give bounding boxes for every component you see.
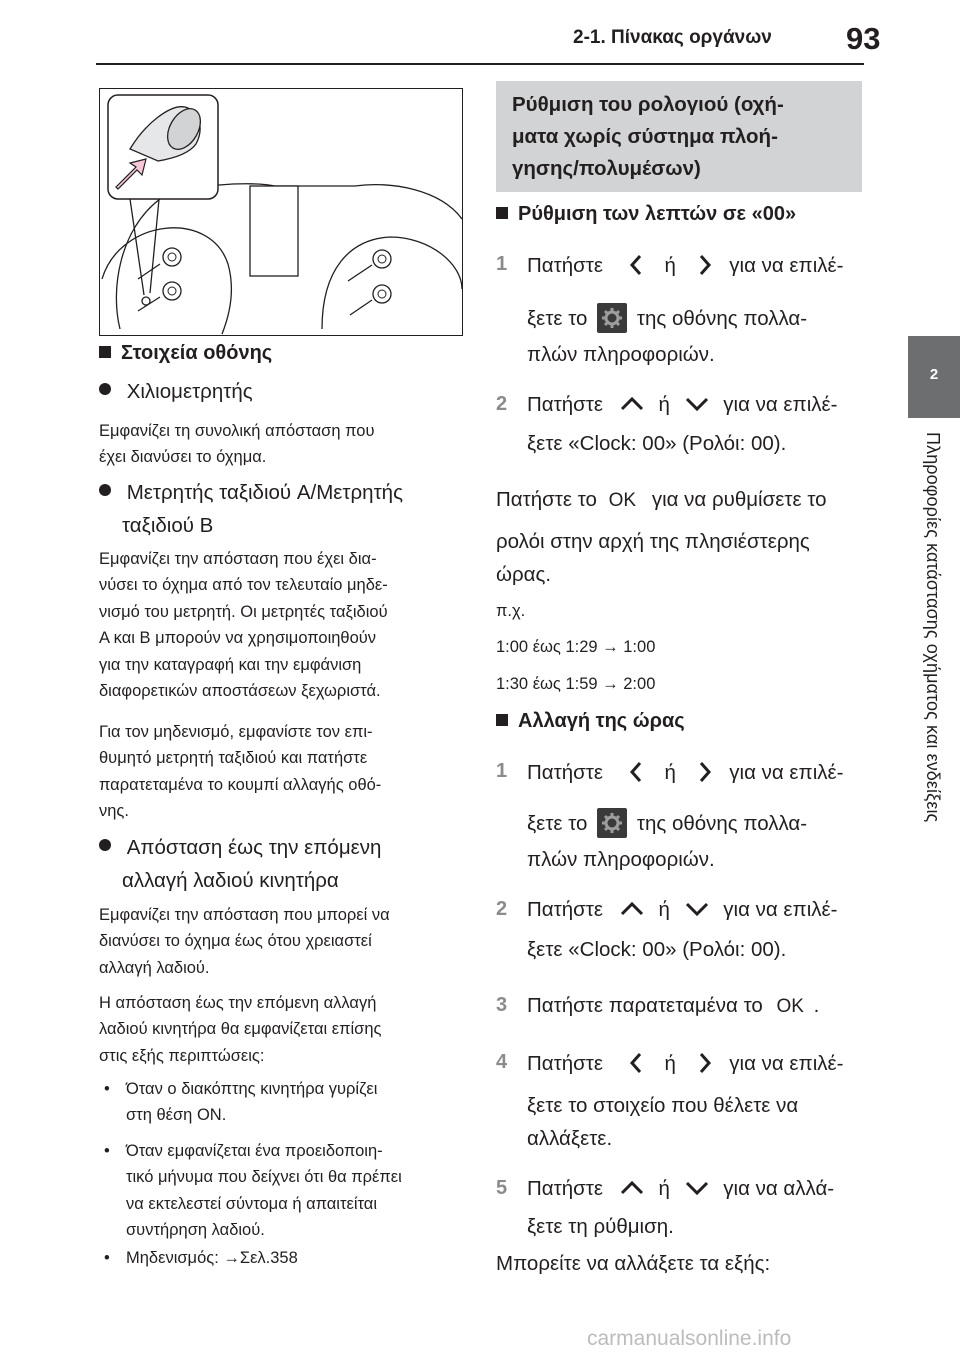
item-odometer-title bbox=[99, 375, 253, 408]
para-word: για να ρυθμίσετε το bbox=[651, 488, 827, 511]
or-word: ή bbox=[664, 1052, 676, 1075]
step-text bbox=[527, 253, 843, 278]
chevron-down-icon bbox=[684, 1178, 710, 1198]
step-text bbox=[527, 303, 807, 333]
step-text bbox=[527, 1177, 834, 1201]
step-number: 1 bbox=[496, 253, 508, 275]
chevron-left-icon bbox=[627, 253, 647, 277]
item-trip-meter-reset bbox=[99, 719, 381, 825]
step-word: ξετε το bbox=[527, 812, 588, 835]
paragraph-line bbox=[496, 488, 827, 512]
desc-line: Για τον μηδενισμό, εμφανίστε τον επι- bbox=[99, 723, 373, 741]
step-word: για να επιλέ- bbox=[729, 761, 844, 784]
step-text bbox=[527, 393, 837, 417]
step-word: Πατήστε bbox=[527, 1177, 604, 1200]
item-title-line: Μετρητής ταξιδιού A/Μετρητής bbox=[126, 481, 403, 504]
list-item: • Όταν εμφανίζεται ένα προειδοποιη- τικό μήνυμα που δείχνει ότι θα πρέπει να εκτελεστεί σύντομα ή απαιτείται συντήρηση λαδιού. bbox=[104, 1138, 402, 1244]
subsection-title: Ρύθμιση των λεπτών σε «00» bbox=[518, 203, 797, 225]
or-word: ή bbox=[664, 761, 676, 784]
item-title-line: Απόσταση έως την επόμενη bbox=[126, 836, 382, 859]
step-text: ξετε το στοιχείο που θέλετε να bbox=[527, 1094, 799, 1117]
chevron-right-icon bbox=[694, 760, 714, 784]
item-title-line: ταξιδιού B bbox=[122, 514, 214, 537]
chevron-left-icon bbox=[627, 760, 647, 784]
ok-button-icon: OK bbox=[608, 490, 637, 511]
chevron-down-icon bbox=[684, 394, 710, 414]
desc-line: για την καταγραφή και την εμφάνιση bbox=[99, 655, 362, 674]
paragraph-line: ώρας. bbox=[496, 563, 552, 586]
subsection-minutes bbox=[496, 203, 796, 226]
desc-line: A και B μπορούν να χρησιμοποιηθούν bbox=[99, 629, 377, 648]
box-title-line: γησης/πολυμέσων) bbox=[512, 157, 701, 180]
item-title-line: αλλαγή λαδιού κινητήρα bbox=[122, 869, 339, 892]
or-word: ή bbox=[664, 254, 676, 277]
section-heading-text: Στοιχεία οθόνης bbox=[121, 342, 273, 364]
paragraph-line: Μπορείτε να αλλάξετε τα εξής: bbox=[496, 1252, 771, 1275]
bullet-line: να εκτελεστεί σύντομα ή απαιτείται bbox=[126, 1194, 377, 1213]
square-bullet-icon bbox=[99, 346, 111, 358]
step-word: για να αλλά- bbox=[723, 1177, 835, 1200]
chapter-tab-number: 2 bbox=[929, 366, 939, 383]
subsection-time bbox=[496, 710, 685, 733]
example-line: 1:30 έως 1:59 → 2:00 bbox=[496, 675, 656, 693]
step-text: ξετε τη ρύθμιση. bbox=[527, 1215, 674, 1238]
header-rule bbox=[96, 63, 864, 65]
list-item: • Όταν ο διακόπτης κινητήρα γυρίζει στη θέση ON. bbox=[104, 1076, 377, 1129]
step-text: αλλάξετε. bbox=[527, 1127, 613, 1150]
desc-line: Εμφανίζει τη συνολική απόσταση που bbox=[99, 422, 375, 440]
step-word: για να επιλέ- bbox=[723, 898, 838, 921]
chevron-left-icon bbox=[627, 1051, 647, 1075]
desc-line: θυμητό μετρητή ταξιδιού και πατήστε bbox=[99, 749, 368, 768]
step-text: πλών πληροφοριών. bbox=[527, 343, 715, 366]
box-title-line: Ρύθμιση του ρολογιού (οχή- bbox=[512, 93, 784, 116]
settings-gear-icon bbox=[597, 303, 627, 333]
bullet-line: στη θέση ON. bbox=[126, 1106, 227, 1125]
bullet-line: Μηδενισμός: →Σελ.358 bbox=[126, 1249, 298, 1267]
ok-button-icon: OK bbox=[776, 996, 804, 1017]
settings-gear-icon bbox=[597, 808, 627, 838]
desc-line: νης. bbox=[99, 802, 129, 821]
step-word: Πατήστε bbox=[527, 254, 604, 277]
step-text bbox=[527, 898, 837, 922]
square-bullet-icon bbox=[496, 207, 508, 219]
item-title-line: Χιλιομετρητής bbox=[126, 380, 253, 403]
step-word: Πατήστε bbox=[527, 761, 604, 784]
step-word: Πατήστε bbox=[527, 898, 604, 921]
chevron-up-icon bbox=[619, 899, 645, 919]
step-word: για να επιλέ- bbox=[729, 254, 844, 277]
page-number: 93 bbox=[846, 21, 881, 56]
step-text: πλών πληροφοριών. bbox=[527, 848, 715, 871]
section-title: 2-1. Πίνακας οργάνων bbox=[573, 27, 772, 48]
para-word: Πατήστε το bbox=[496, 488, 597, 511]
list-item: • Μηδενισμός: →Σελ.358 bbox=[104, 1245, 298, 1271]
instrument-cluster-figure bbox=[99, 88, 463, 336]
chevron-up-icon bbox=[619, 394, 645, 414]
bullet-line: συντήρηση λαδιού. bbox=[126, 1221, 265, 1240]
item-odometer-desc bbox=[99, 418, 374, 471]
desc-line: Εμφανίζει την απόσταση που έχει δια- bbox=[99, 550, 377, 568]
item-oil-change-title bbox=[99, 831, 381, 897]
chevron-down-icon bbox=[684, 899, 710, 919]
desc-line: νύσει το όχημα από τον τελευταίο μηδε- bbox=[99, 576, 388, 595]
step-number: 4 bbox=[496, 1051, 508, 1073]
round-bullet-icon bbox=[99, 839, 111, 851]
section-heading bbox=[99, 342, 272, 365]
step-text bbox=[527, 808, 807, 838]
step-number: 1 bbox=[496, 760, 508, 782]
round-bullet-icon bbox=[99, 484, 111, 496]
step-number: 5 bbox=[496, 1177, 508, 1199]
desc-line: διαφορετικών αποστάσεων ξεχωριστά. bbox=[99, 682, 381, 701]
step-text bbox=[527, 760, 843, 785]
chevron-up-icon bbox=[619, 1178, 645, 1198]
step-word: Πατήστε bbox=[527, 1052, 604, 1075]
desc-line: παρατεταμένα το κουμπί αλλαγής οθό- bbox=[99, 775, 382, 794]
step-word: . bbox=[813, 994, 820, 1017]
chevron-right-icon bbox=[694, 253, 714, 277]
desc-line: Εμφανίζει την απόσταση που μπορεί να bbox=[99, 906, 390, 924]
square-bullet-icon bbox=[496, 714, 508, 726]
example-line: 1:00 έως 1:29 → 1:00 bbox=[496, 638, 656, 656]
subsection-title: Αλλαγή της ώρας bbox=[518, 710, 685, 732]
step-text: ξετε «Clock: 00» (Ρολόι: 00). bbox=[527, 432, 787, 455]
paragraph-line: ρολόι στην αρχή της πλησιέστερης bbox=[496, 530, 810, 553]
step-word: ξετε το bbox=[527, 307, 588, 330]
or-word: ή bbox=[658, 1177, 670, 1200]
example-label: π.χ. bbox=[496, 602, 526, 620]
chapter-tab-label: Πληροφορίες κατάστασης οχήματος και ενδείξεις bbox=[923, 432, 943, 823]
bullet-line: τικό μήνυμα που δείχνει ότι θα πρέπει bbox=[126, 1168, 402, 1187]
desc-line: αλλαγή λαδιού. bbox=[99, 958, 210, 977]
desc-line: διανύσει το όχημα έως ότου χρειαστεί bbox=[99, 932, 372, 951]
desc-line: Η απόσταση έως την επόμενη αλλαγή bbox=[99, 994, 377, 1012]
item-oil-change-desc2 bbox=[99, 990, 381, 1069]
step-number: 2 bbox=[496, 393, 508, 415]
watermark-text: carmanualsonline.info bbox=[587, 1327, 792, 1350]
step-word: της οθόνης πολλα- bbox=[636, 307, 808, 330]
or-word: ή bbox=[658, 393, 670, 416]
bullet-line: Όταν εμφανίζεται ένα προειδοποιη- bbox=[126, 1142, 383, 1160]
step-word: για να επιλέ- bbox=[723, 393, 838, 416]
desc-line: νισμό του μετρητή. Οι μετρητές ταξιδιού bbox=[99, 602, 388, 621]
desc-line: έχει διανύσει το όχημα. bbox=[99, 448, 267, 467]
step-word: Πατήστε bbox=[527, 393, 604, 416]
bullet-line: Όταν ο διακόπτης κινητήρα γυρίζει bbox=[126, 1080, 378, 1098]
chevron-right-icon bbox=[694, 1051, 714, 1075]
desc-line: λαδιού κινητήρα θα εμφανίζεται επίσης bbox=[99, 1020, 382, 1039]
step-word: για να επιλέ- bbox=[729, 1052, 844, 1075]
box-title-line: ματα χωρίς σύστημα πλοή- bbox=[512, 125, 778, 148]
step-text bbox=[527, 1051, 843, 1076]
step-text bbox=[527, 994, 819, 1019]
round-bullet-icon bbox=[99, 383, 111, 395]
step-text: ξετε «Clock: 00» (Ρολόι: 00). bbox=[527, 938, 787, 961]
step-word: της οθόνης πολλα- bbox=[636, 812, 808, 835]
step-number: 2 bbox=[496, 898, 508, 920]
item-trip-meter-title bbox=[99, 476, 403, 542]
item-oil-change-desc bbox=[99, 902, 390, 981]
step-number: 3 bbox=[496, 994, 508, 1016]
desc-line: στις εξής περιπτώσεις: bbox=[99, 1046, 265, 1065]
item-trip-meter-desc bbox=[99, 546, 388, 704]
instrument-cluster-illustration bbox=[100, 89, 462, 335]
or-word: ή bbox=[658, 898, 670, 921]
step-word: Πατήστε παρατεταμένα το bbox=[527, 994, 763, 1017]
